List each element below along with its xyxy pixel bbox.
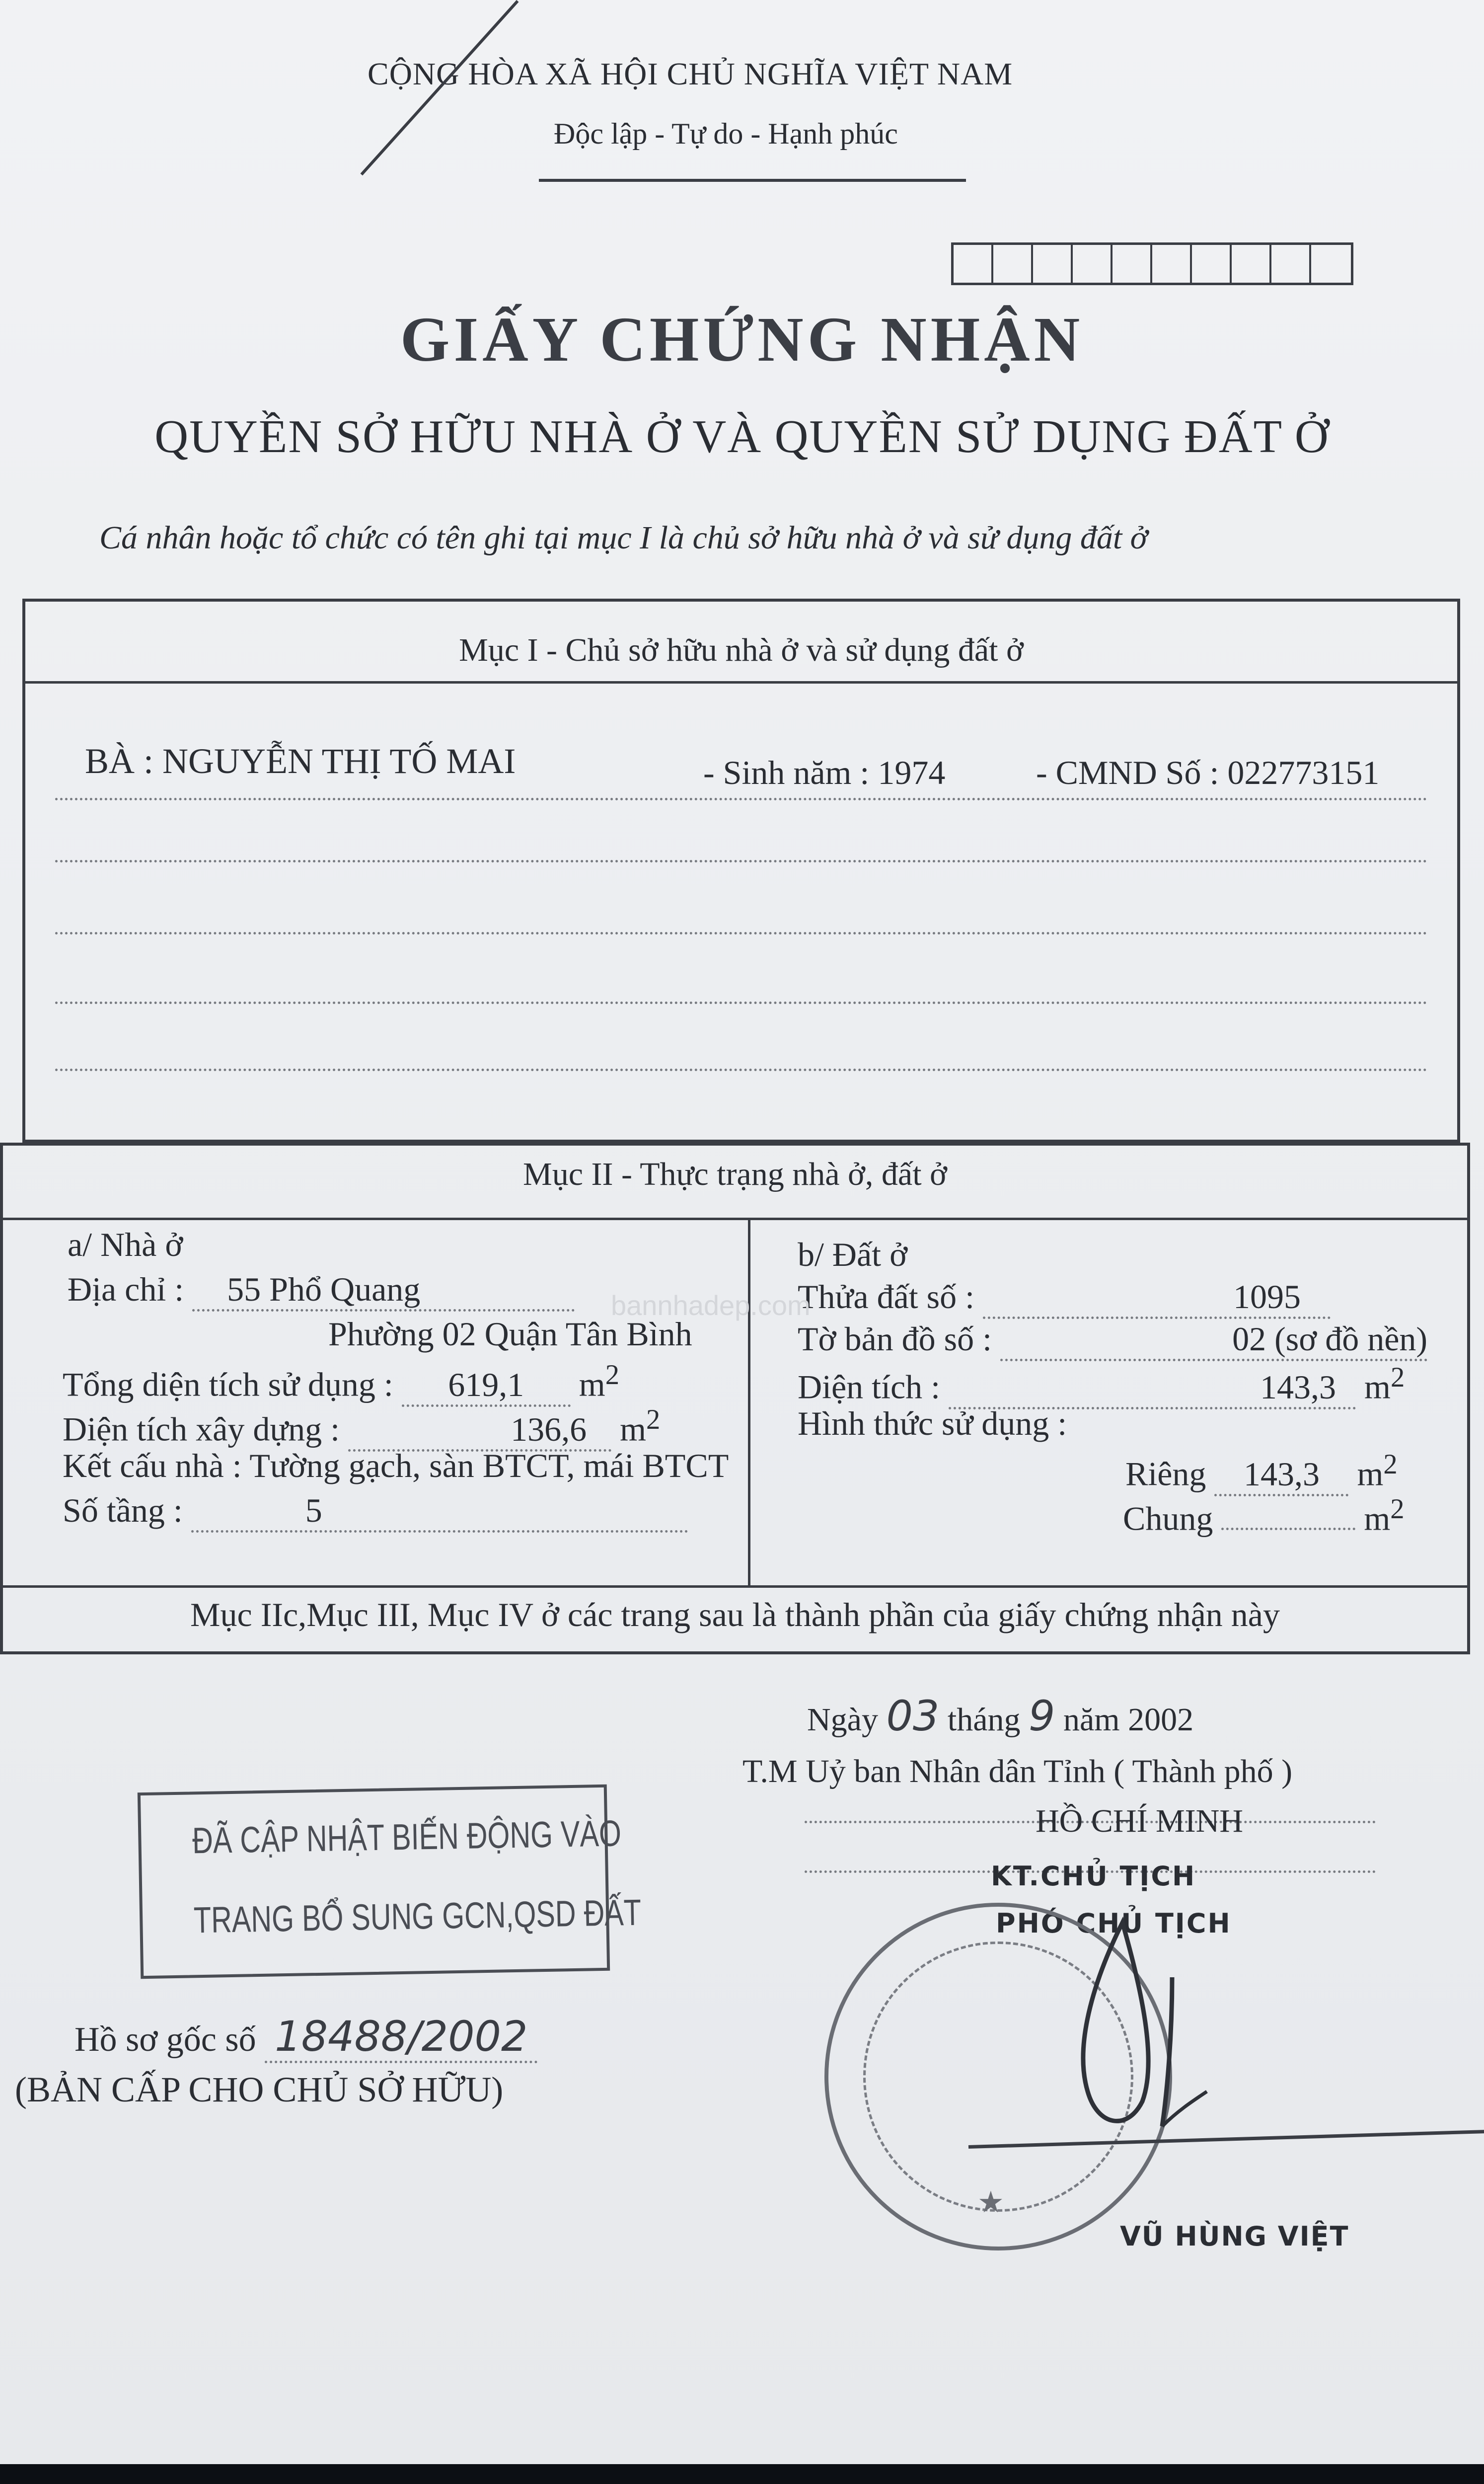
house-address-value: 55 Phổ Quang [192, 1270, 575, 1312]
land-title: b/ Đất ở [798, 1236, 908, 1273]
copy-note: (BẢN CẤP CHO CHỦ SỞ HỮU) [15, 2070, 504, 2109]
country-header: CỘNG HÒA XÃ HỘI CHỦ NGHĨA VIỆT NAM [368, 56, 1013, 91]
motto: Độc lập - Tự do - Hạnh phúc [554, 117, 898, 150]
house-title: a/ Nhà ở [68, 1226, 183, 1263]
land-common-row [1123, 1493, 1405, 1539]
intro-text: Cá nhân hoặc tổ chức có tên ghi tại mục I là chủ sở hữu nhà ở và sử dụng đất ở [99, 520, 1148, 556]
section-1-box [22, 599, 1460, 1143]
record-number-label: Hồ sơ gốc số [74, 2020, 256, 2059]
area-unit-exponent: 2 [1390, 1494, 1405, 1525]
signer-name: VŨ HÙNG VIỆT [1120, 2221, 1349, 2252]
land-map-row [798, 1320, 1427, 1361]
house-structure: Kết cấu nhà : Tường gạch, sàn BTCT, mái BTCT [63, 1447, 729, 1484]
seal-star-icon: ★ [977, 2186, 1004, 2219]
signer-role-2: PHÓ CHỦ TỊCH [996, 1908, 1232, 1939]
land-area-label: Diện tích : [798, 1368, 941, 1406]
land-map-label: Tờ bản đồ số : [798, 1320, 992, 1358]
certificate-number-boxes [951, 242, 1353, 285]
record-number [74, 2012, 537, 2061]
update-stamp [138, 1785, 642, 1979]
house-total-area-label: Tổng diện tích sử dụng : [63, 1365, 393, 1403]
land-private-label: Riêng [1125, 1455, 1206, 1493]
area-unit: m [1357, 1455, 1384, 1493]
blank-line [55, 860, 1427, 862]
land-common-value [1221, 1528, 1355, 1530]
area-unit-exponent: 2 [646, 1404, 661, 1435]
background-surface [0, 2464, 1484, 2484]
owner-birth-year: - Sinh năm : 1974 [703, 754, 946, 791]
date-year-label: năm [1063, 1702, 1120, 1738]
section-1-divider [25, 681, 1457, 684]
section-2-footer-divider [3, 1585, 1467, 1588]
house-total-area-row [63, 1359, 619, 1407]
house-floors-row [63, 1491, 688, 1533]
land-parcel-value: 1095 [983, 1277, 1331, 1319]
motto-underline [539, 179, 966, 182]
section-2-heading: Mục II - Thực trạng nhà ở, đất ở [523, 1156, 947, 1192]
land-private-value: 143,3 [1214, 1455, 1348, 1496]
section-2-divider [3, 1218, 1467, 1220]
land-parcel-label: Thửa đất số : [798, 1278, 975, 1316]
house-floors-value: 5 [191, 1491, 688, 1533]
document-subtitle: QUYỀN SỞ HỮU NHÀ Ở VÀ QUYỀN SỬ DỤNG ĐẤT Ở [154, 411, 1330, 463]
record-number-value: 18488/2002 [265, 2012, 537, 2063]
house-ward: Phường 02 Quận Tân Bình [328, 1315, 692, 1353]
date-month-label: tháng [947, 1702, 1021, 1738]
land-use-label: Hình thức sử dụng : [798, 1404, 1067, 1442]
owner-id-number: - CMND Số : 022773151 [1036, 754, 1380, 791]
handwritten-signature [1043, 1913, 1252, 2171]
house-build-area-row [63, 1404, 660, 1452]
blank-line [55, 798, 1427, 800]
house-build-area-value: 136,6 [348, 1410, 611, 1452]
stamp-line-1: ĐÃ CẬP NHẬT BIẾN ĐỘNG VÀO [192, 1812, 622, 1862]
issue-date [807, 1692, 1193, 1740]
area-unit-exponent: 2 [1390, 1362, 1405, 1393]
area-unit-exponent: 2 [1383, 1449, 1398, 1480]
land-common-label: Chung [1123, 1499, 1213, 1538]
house-address-row [68, 1270, 575, 1312]
area-unit: m [1364, 1499, 1391, 1538]
date-day-label: Ngày [807, 1702, 878, 1738]
area-unit-exponent: 2 [605, 1360, 620, 1391]
section-2-box [0, 1143, 1470, 1654]
house-build-area-label: Diện tích xây dựng : [63, 1410, 340, 1448]
house-total-area-value: 619,1 [402, 1365, 571, 1407]
section-1-heading: Mục I - Chủ sở hữu nhà ở và sử dụng đất ở [459, 632, 1024, 668]
signer-role-1: KT.CHỦ TỊCH [991, 1861, 1196, 1892]
owner-name: BÀ : NGUYỄN THỊ TỐ MAI [85, 741, 516, 781]
watermark: bannhadep.com [611, 1290, 811, 1321]
land-private-row [1125, 1449, 1398, 1496]
issuing-city: HỒ CHÍ MINH [1036, 1803, 1243, 1839]
blank-line [55, 932, 1427, 934]
section-2-footer-note: Mục IIc,Mục III, Mục IV ở các trang sau là thành phần của giấy chứng nhận này [190, 1596, 1280, 1633]
blank-line [55, 1069, 1427, 1071]
house-floors-label: Số tầng : [63, 1491, 183, 1529]
date-day: 03 [886, 1692, 940, 1740]
house-address-label: Địa chỉ : [68, 1270, 184, 1308]
date-year: 2002 [1128, 1702, 1194, 1738]
land-parcel-row [798, 1277, 1331, 1319]
area-unit: m [579, 1365, 605, 1403]
date-month: 9 [1029, 1692, 1055, 1740]
area-unit: m [1364, 1368, 1391, 1406]
land-map-value: 02 (sơ đồ nền) [1000, 1320, 1427, 1361]
document-title: GIẤY CHỨNG NHẬN [400, 304, 1084, 375]
section-2-column-divider [748, 1220, 750, 1585]
issuing-authority: T.M Uỷ ban Nhân dân Tỉnh ( Thành phố ) [742, 1753, 1293, 1789]
area-unit: m [620, 1410, 646, 1448]
land-area-value: 143,3 [949, 1368, 1356, 1409]
stamp-line-2: TRANG BỔ SUNG GCN,QSD ĐẤT [193, 1891, 642, 1941]
land-area-row [798, 1362, 1405, 1409]
blank-line [55, 1002, 1427, 1004]
